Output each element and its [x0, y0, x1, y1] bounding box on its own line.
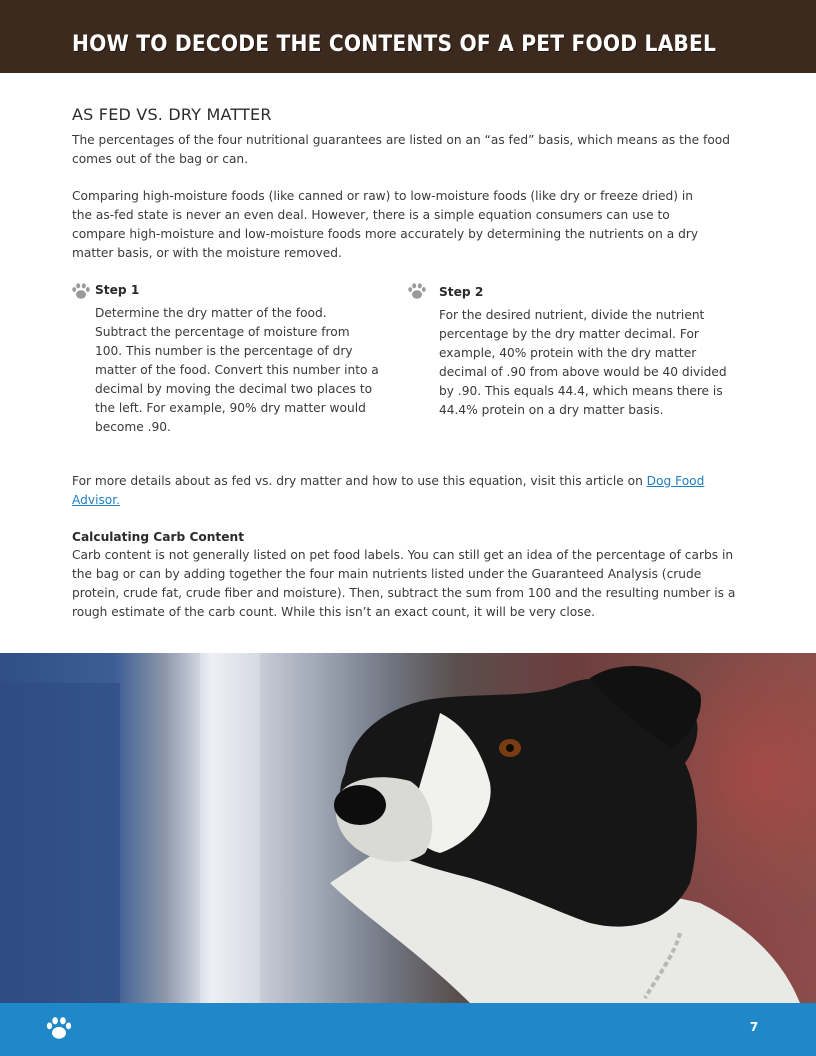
paw-print-icon	[71, 281, 91, 301]
dog-food-advisor-link[interactable]: Dog Food Advisor.	[72, 474, 705, 507]
comparison-paragraph: Comparing high-moisture foods (like canned or raw) to low-moisture foods (like dry or freeze dried) in the as-fed state is never an even deal. However, there is a simple equation consumers can use to compare high-moisture and low-moisture foods more accurately by determining the nutrients on a dry matter basis, or with the moisture removed.	[72, 189, 699, 260]
footer-bar	[0, 1003, 816, 1056]
paw-print-icon	[407, 281, 427, 301]
dog-illustration	[0, 653, 816, 1003]
step-1-body: Determine the dry matter of the food. Subtract the percentage of moisture from 100. This number is the percentage of dry matter of the food. Convert this number into a decimal by moving the decimal two places to the left. For example, 90% dry matter would become .90.	[95, 306, 379, 434]
dog-photo	[0, 653, 816, 1003]
step-2-body: For the desired nutrient, divide the nutrient percentage by the dry matter decimal. For example, 40% protein with the dry matter decimal of .90 from above would be 40 divided by .90. This equals 44.4, which means there is 44.4% protein on a dry matter basis.	[439, 308, 727, 417]
page-number: 7	[749, 1020, 759, 1034]
more-details-text: For more details about as fed vs. dry matter and how to use this equation, visit this article on	[72, 474, 647, 488]
step-1-label: Step 1	[95, 283, 140, 297]
section-heading: AS FED VS. DRY MATTER	[72, 105, 272, 124]
more-details-paragraph	[72, 472, 732, 510]
step-2-label: Step 2	[439, 285, 484, 299]
page-title: HOW TO DECODE THE CONTENTS OF A PET FOOD LABEL	[72, 32, 717, 57]
paw-print-icon	[45, 1014, 73, 1042]
carb-paragraph: Carb content is not generally listed on pet food labels. You can still get an idea of the percentage of carbs in the bag or can by adding together the four main nutrients listed under the Guaranteed Analysis (crude protein, crude fat, crude fiber and moisture). Then, subtract the sum from 100 and the resulting number is a rough estimate of the carb count. While this isn’t an exact count, it will be very close.	[72, 548, 736, 619]
intro-paragraph: The percentages of the four nutritional guarantees are listed on an “as fed” basis, which means as the food comes out of the bag or can.	[72, 133, 730, 166]
carb-heading: Calculating Carb Content	[72, 530, 245, 544]
